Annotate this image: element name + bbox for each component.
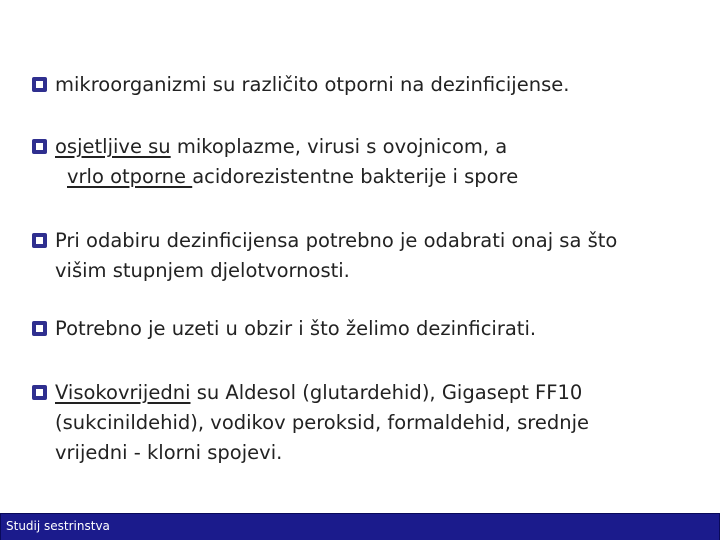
bullet-2-underlined-term-2: vrlo otporne — [67, 165, 193, 188]
bullet-4-text: Potrebno je uzeti u obzir i što želimo dezinficirati. — [55, 317, 537, 340]
bullet-5-underlined-term: Visokovrijedni — [55, 381, 191, 404]
bullet-5-line1-text: su Aldesol (glutardehid), Gigasept FF10 — [190, 381, 583, 404]
bullet-item-5 — [32, 378, 702, 468]
bullet-1-text: mikroorganizmi su različito otporni na dezinficijense. — [55, 73, 570, 96]
bullet-icon — [32, 233, 47, 248]
bullet-5-line2-text: (sukcinildehid), vodikov peroksid, formaldehid, srednje — [55, 411, 590, 434]
footer-label: Studij sestrinstva — [6, 519, 110, 533]
bullet-item-1 — [32, 70, 702, 100]
bullet-2-underlined-term: osjetljive su — [55, 135, 171, 158]
bullet-3-line1-text: Pri odabiru dezinficijensa potrebno je odabrati onaj sa što — [55, 229, 618, 252]
bullet-item-4 — [32, 314, 702, 344]
bullet-2-line2-text: acidorezistentne bakterije i spore — [192, 165, 519, 188]
bullet-3-line2-text: višim stupnjem djelotvornosti. — [55, 259, 350, 282]
bullet-item-3 — [32, 226, 702, 286]
bullet-icon — [32, 321, 47, 336]
bullet-icon — [32, 385, 47, 400]
bullet-icon — [32, 77, 47, 92]
bullet-icon — [32, 139, 47, 154]
footer-bar — [0, 513, 720, 540]
bullet-5-line3-text: vrijedni - klorni spojevi. — [55, 441, 283, 464]
bullet-2-line1-text: mikoplazme, virusi s ovojnicom, a — [170, 135, 508, 158]
bullet-item-2 — [32, 132, 702, 192]
